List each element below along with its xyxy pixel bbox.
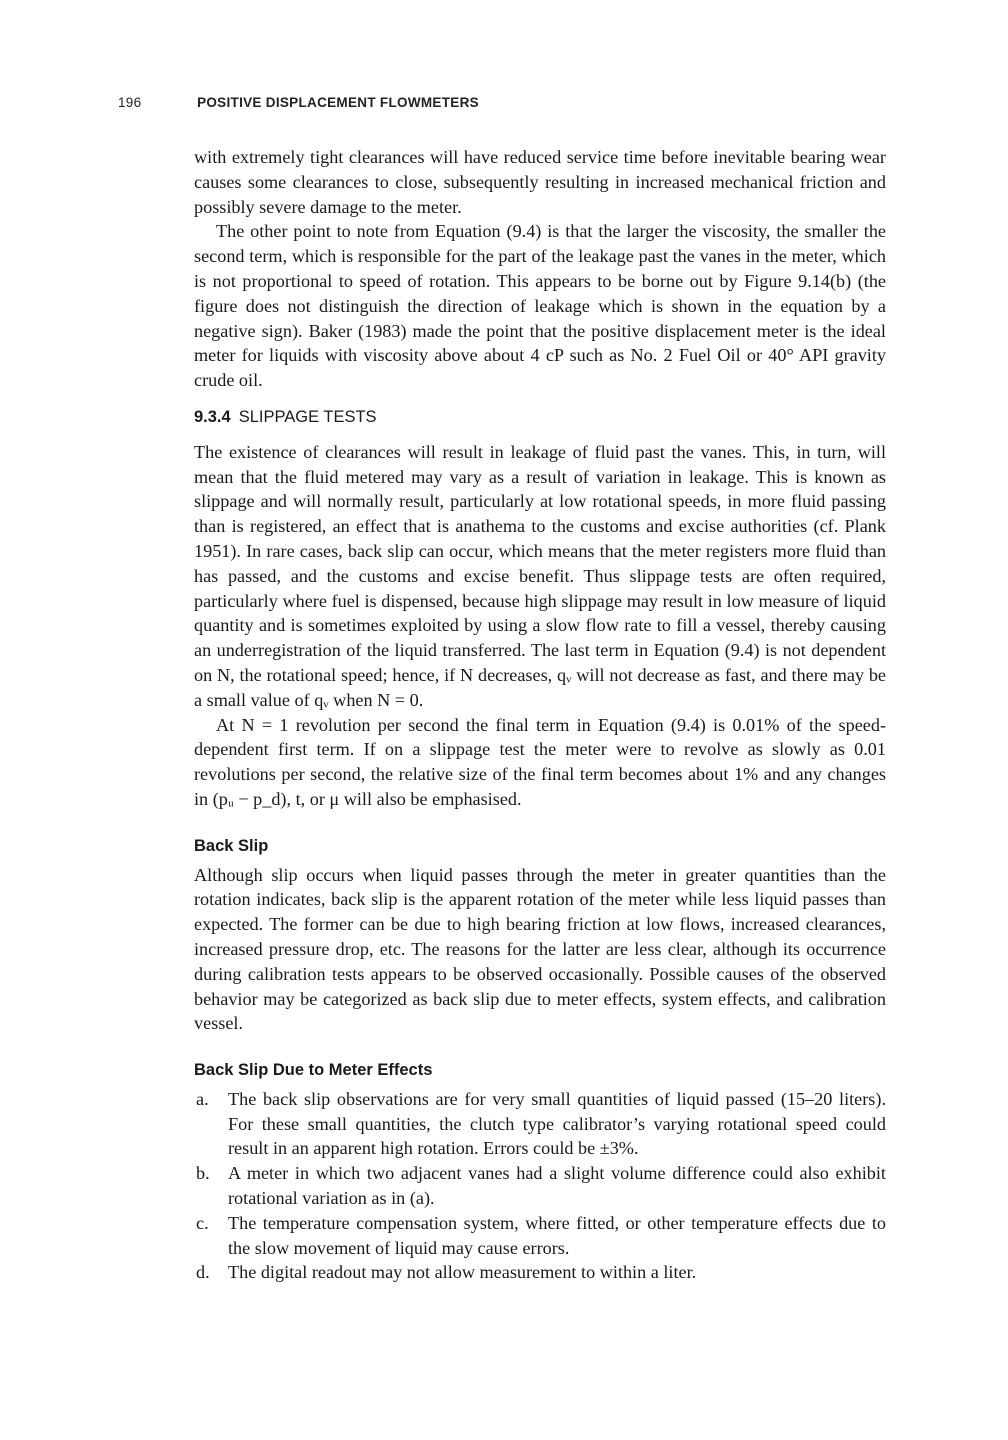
list-marker: c. [196,1212,209,1233]
list-marker: b. [196,1163,210,1184]
paragraph-revolution: At N = 1 revolution per second the final term in Equation (9.4) is 0.01% of the speed-dependent first term. If on a slippage test the meter were to revolve as slowly as 0.01 revolutions per second, the relative size of the final term becomes about 1% and any changes in (pᵤ − p_d), t, or μ will also be emphasised. [194,714,886,809]
paragraph-back-slip: Although slip occurs when liquid passes through the meter in greater quantities than the rotation indicates, back slip is the apparent rotation of the meter while less liquid passes than expected. The former can be due to high bearing friction at low flows, increased clearances, increased pressure drop, etc. The reasons for the latter are less clear, although its occurrence during calibration tests appears to be observed occasionally. Possible causes of the observed behavior may be categorized as back slip due to meter effects, system effects, and calibration vessel. [194,864,886,1034]
list-item-text: The digital readout may not allow measurement to within a liter. [228,1262,697,1283]
list-item [194,1211,886,1261]
page-number: 196 [118,95,142,110]
section-title: SLIPPAGE TESTS [238,407,377,426]
list-item-text: The temperature compensation system, where fitted, or other temperature effects due to the slow movement of liquid may cause errors. [228,1212,886,1258]
list-item-text: A meter in which two adjacent vanes had a slight volume difference could also exhibit rotational variation as in (a). [228,1163,886,1209]
meter-effects-list [194,1087,886,1285]
section-heading [194,405,886,430]
list-item [194,1260,886,1285]
list-marker: d. [196,1262,210,1283]
page-body [194,145,886,1285]
list-item [194,1161,886,1211]
list-item-text: The back slip observations are for very small quantities of liquid passed (15–20 liters). For these small quantities, the clutch type calibrator’s varying rotational speed could result in an apparent high rotation. Errors could be ±3%. [228,1088,886,1159]
section-number: 9.3.4 [194,407,231,426]
back-slip-heading: Back Slip [194,836,269,855]
list-item [194,1087,886,1161]
list-marker: a. [196,1088,209,1109]
paragraph-continuation: with extremely tight clearances will have reduced service time before inevitable bearing wear causes some clearances to close, subsequently resulting in increased mechanical friction and possibly severe damage to the meter. [194,147,886,217]
running-head [118,95,479,110]
paragraph-slippage: The existence of clearances will result in leakage of fluid past the vanes. This, in turn, will mean that the fluid metered may vary as a result of variation in leakage. This is known as slippage and will normally result, particularly at low rotational speeds, in more fluid passing than is registered, an effect that is anathema to the customs and excise authorities (cf. Plank 1951). In rare cases, back slip can occur, which means that the meter registers more fluid than has passed, and the customs and excise benefit. Thus slippage tests are often required, particularly where fuel is dispensed, because high slippage may result in low measure of liquid quantity and is sometimes exploited by using a slow flow rate to fill a vessel, thereby causing an underregistration of the liquid transferred. The last term in Equation (9.4) is not dependent on N, the rotational speed; hence, if N decreases, qᵥ will not decrease as fast, and there may be a small value of qᵥ when N = 0. [194,441,886,710]
running-title: POSITIVE DISPLACEMENT FLOWMETERS [197,95,479,110]
meter-effects-heading: Back Slip Due to Meter Effects [194,1061,433,1080]
paragraph-viscosity: The other point to note from Equation (9.4) is that the larger the viscosity, the smaller the second term, which is responsible for the part of the leakage past the vanes in the meter, which is not proportional to speed of rotation. This appears to be borne out by Figure 9.14(b) (the figure does not distinguish the direction of leakage which is shown in the equation by a negative sign). Baker (1983) made the point that the positive displacement meter is the ideal meter for liquids with viscosity above about 4 cP such as No. 2 Fuel Oil or 40° API gravity crude oil. [194,221,886,391]
